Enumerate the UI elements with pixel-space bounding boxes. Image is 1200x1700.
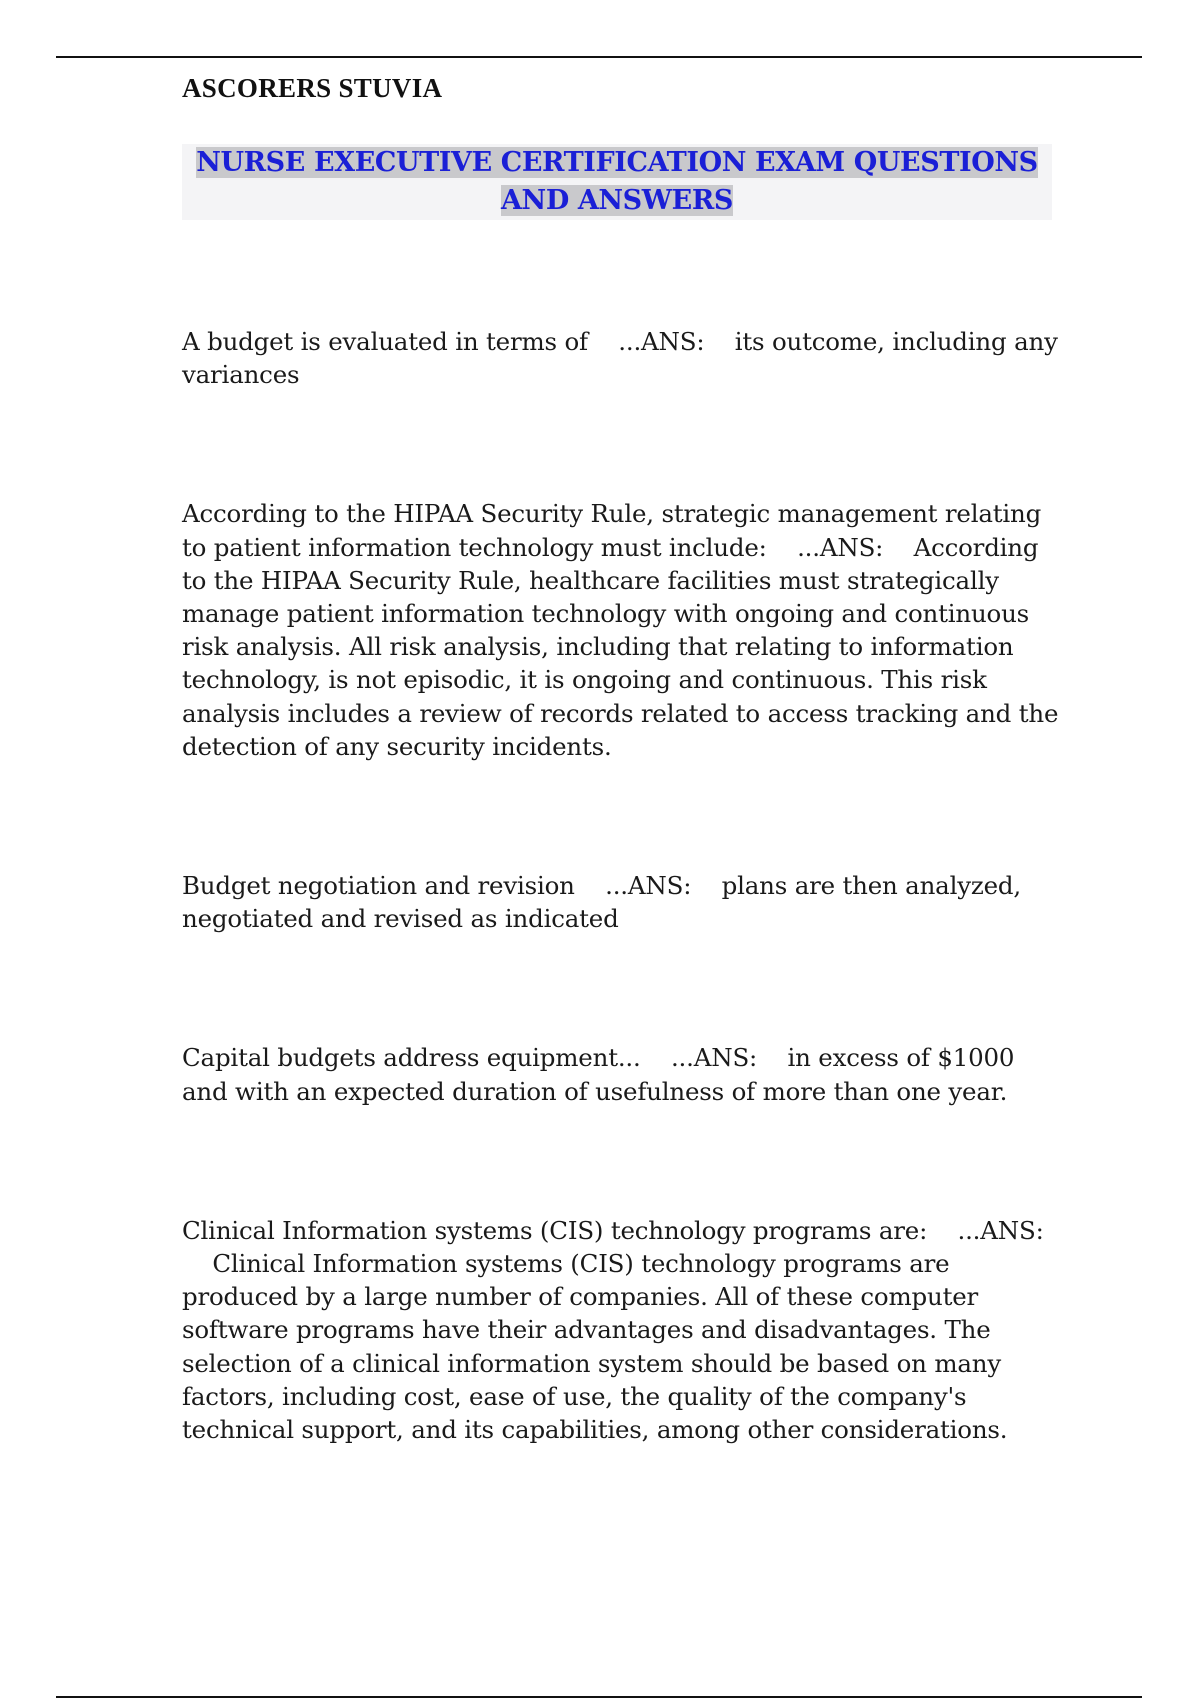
qa-answer-marker: ...ANS: (797, 532, 884, 562)
document-title-block (182, 144, 1052, 220)
qa-answer-marker: ...ANS: (618, 327, 705, 356)
qa-item (182, 497, 1062, 763)
qa-answer: plans are then analyzed, negotiated and revised as indicated (182, 871, 1021, 934)
qa-question: Capital budgets address equipment... (182, 1043, 641, 1073)
qa-question: According to the HIPAA Security Rule, strategic management relating to patient information technology must include: (182, 499, 1042, 562)
qa-item (182, 1214, 1062, 1446)
qa-item (182, 1041, 1062, 1107)
bottom-rule (56, 1696, 1142, 1698)
qa-answer-marker: ...ANS: (670, 1043, 758, 1073)
qa-answer: According to the HIPAA Security Rule, healthcare facilities must strategically manage patient information technology with ongoing and continuous risk analysis. All risk analysis, including that relating to information technology, is not episodic, it is ongoing and continuous. This risk analysis includes a review of records related to access tracking and the detection of any security incidents. (182, 532, 1059, 761)
qa-list (182, 325, 1062, 1552)
document-title: NURSE EXECUTIVE CERTIFICATION EXAM QUESTIONS AND ANSWERS (196, 147, 1038, 216)
qa-question: A budget is evaluated in terms of (182, 327, 588, 356)
qa-answer-marker: ...ANS: (605, 871, 692, 901)
qa-item (182, 325, 1062, 391)
qa-answer: Clinical Information systems (CIS) technology programs are produced by a large number of companies. All of these computer software programs have their advantages and disadvantages. The selection of a clinical information system should be based on many factors, including cost, ease of use, the quality of the company's technical support, and its capabilities, among other considerations. (182, 1249, 1008, 1445)
qa-answer: in excess of $1000 and with an expected duration of usefulness of more than one year. (182, 1043, 1015, 1106)
qa-question: Budget negotiation and revision (182, 871, 575, 901)
qa-answer-marker: ...ANS: (957, 1215, 1044, 1245)
header-org-name: ASCORERS STUVIA (182, 73, 443, 103)
qa-question: Clinical Information systems (CIS) technology programs are: (182, 1215, 928, 1245)
top-rule (56, 56, 1142, 58)
qa-item (182, 869, 1062, 935)
qa-answer: its outcome, including any variances (182, 327, 1058, 390)
